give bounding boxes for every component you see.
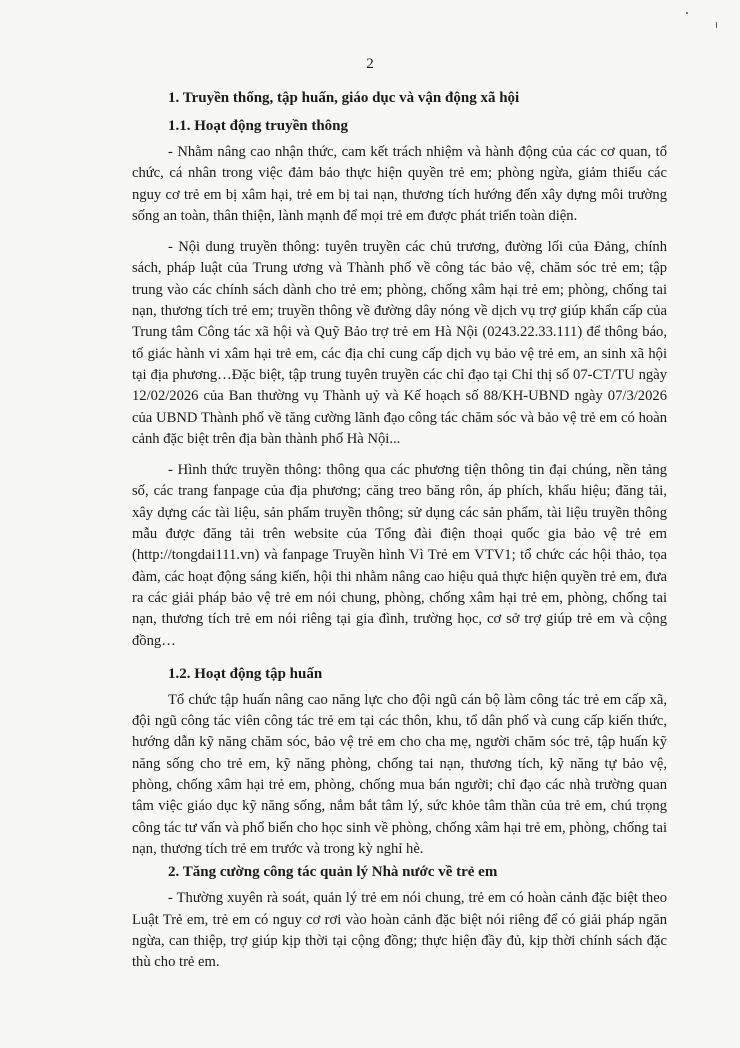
section-1-2-heading: 1.2. Hoạt động tập huấn xyxy=(168,665,323,682)
section-1-1-heading: 1.1. Hoạt động truyền thông xyxy=(168,118,349,134)
section-2-heading: 2. Tăng cường công tác quản lý Nhà nước về trẻ em xyxy=(168,864,498,881)
section-1-heading: 1. Truyền thống, tập huấn, giáo dục và vận động xã hội xyxy=(168,90,520,106)
scan-speck xyxy=(686,12,688,14)
paragraph: - Nhằm nâng cao nhận thức, cam kết trách nhiệm và hành động của các cơ quan, tổ chức, cá nhân trong việc đảm bảo thực hiện quyền trẻ em; phòng ngừa, giảm thiểu các nguy cơ trẻ em bị xâm hại, trẻ em bị tai nạn, thương tích hướng đến xây dựng môi trường sống an toàn, thân thiện, lành mạnh để mọi trẻ em được phát triển toàn diện. xyxy=(132,144,667,224)
paragraph: - Nội dung truyền thông: tuyên truyền các chủ trương, đường lối của Đảng, chính sách, pháp luật của Trung ương và Thành phố về công tác bảo vệ, chăm sóc trẻ em; tập trung vào các chính sách dành cho trẻ em; phòng, chống xâm hại trẻ em; phòng, chống tai nạn, thương tích trẻ em; truyền thông về đường dây nóng về dịch vụ trợ giúp khẩn cấp của Trung tâm Công tác xã hội và Quỹ Bảo trợ trẻ em Hà Nội (0243.22.33.111) để thông báo, tố giác hành vi xâm hại trẻ em, các địa chỉ cung cấp dịch vụ bảo vệ trẻ em, an sinh xã hội tại địa phương…Đặc biệt, tập trung tuyên truyền các chỉ đạo tại Chỉ thị số 07-CT/TU ngày 12/02/2026 của Ban thường vụ Thành uỷ và Kế hoạch số 88/KH-UBND ngày 07/3/2026 của UBND Thành phố về tăng cường lãnh đạo công tác chăm sóc và bảo vệ trẻ em có hoàn cảnh đặc biệt trên địa bàn thành phố Hà Nội... xyxy=(132,239,667,447)
page-number: 2 xyxy=(366,56,374,72)
paragraph: - Hình thức truyền thông: thông qua các phương tiện thông tin đại chúng, nền tảng số, các trang fanpage của địa phương; căng treo băng rôn, áp phích, khẩu hiệu; đăng tải, xây dựng các tài liệu, sản phẩm truyền thông; sử dụng các sản phẩm, tài liệu truyền thông mẫu được đăng tải trên website của Tổng đài điện thoại quốc gia bảo vệ trẻ em (http://tongdai111.vn) và fanpage Truyền hình Vì Trẻ em VTV1; tổ chức các hội thảo, tọa đàm, các hoạt động sáng kiến, hội thi nhằm nâng cao hiệu quả thực hiện quyền trẻ em, đưa ra các giải pháp bảo vệ trẻ em nói chung, phòng, chống xâm hại trẻ em, phòng, chống tai nạn, thương tích trẻ em nói riêng tại gia đình, trường học, cơ sở trợ giúp trẻ em và cộng đồng… xyxy=(132,462,667,649)
paragraph: - Thường xuyên rà soát, quản lý trẻ em nói chung, trẻ em có hoàn cảnh đặc biệt theo Luật Trẻ em, trẻ em có nguy cơ rơi vào hoàn cảnh đặc biệt nói riêng để có giải pháp ngăn ngừa, can thiệp, trợ giúp kịp thời tại cộng đồng; thực hiện đầy đủ, kịp thời chính sách đặc thù cho trẻ em. xyxy=(132,890,667,971)
scan-speck xyxy=(716,22,717,28)
paragraph: Tổ chức tập huấn nâng cao năng lực cho đội ngũ cán bộ làm công tác trẻ em cấp xã, đội ngũ công tác viên công tác trẻ em tại các thôn, khu, tổ dân phố và cung cấp kiến thức, hướng dẫn kỹ năng chăm sóc, bảo vệ trẻ em cho cha mẹ, người chăm sóc trẻ, tập huấn kỹ năng sống cho trẻ em, kỹ năng phòng, chống tai nạn, thương tích, kỹ năng tự bảo vệ, phòng, chống xâm hại trẻ em, phòng, chống mua bán người; chỉ đạo các nhà trường quan tâm việc giáo dục kỹ năng sống, nắm bắt tâm lý, sức khỏe tâm thần của trẻ em, chú trọng công tác tư vấn và phổ biến cho học sinh về phòng, chống xâm hại trẻ em, phòng, chống tai nạn, thương tích trẻ em trước và trong kỳ nghỉ hè. xyxy=(132,691,667,857)
document-body xyxy=(132,86,667,973)
